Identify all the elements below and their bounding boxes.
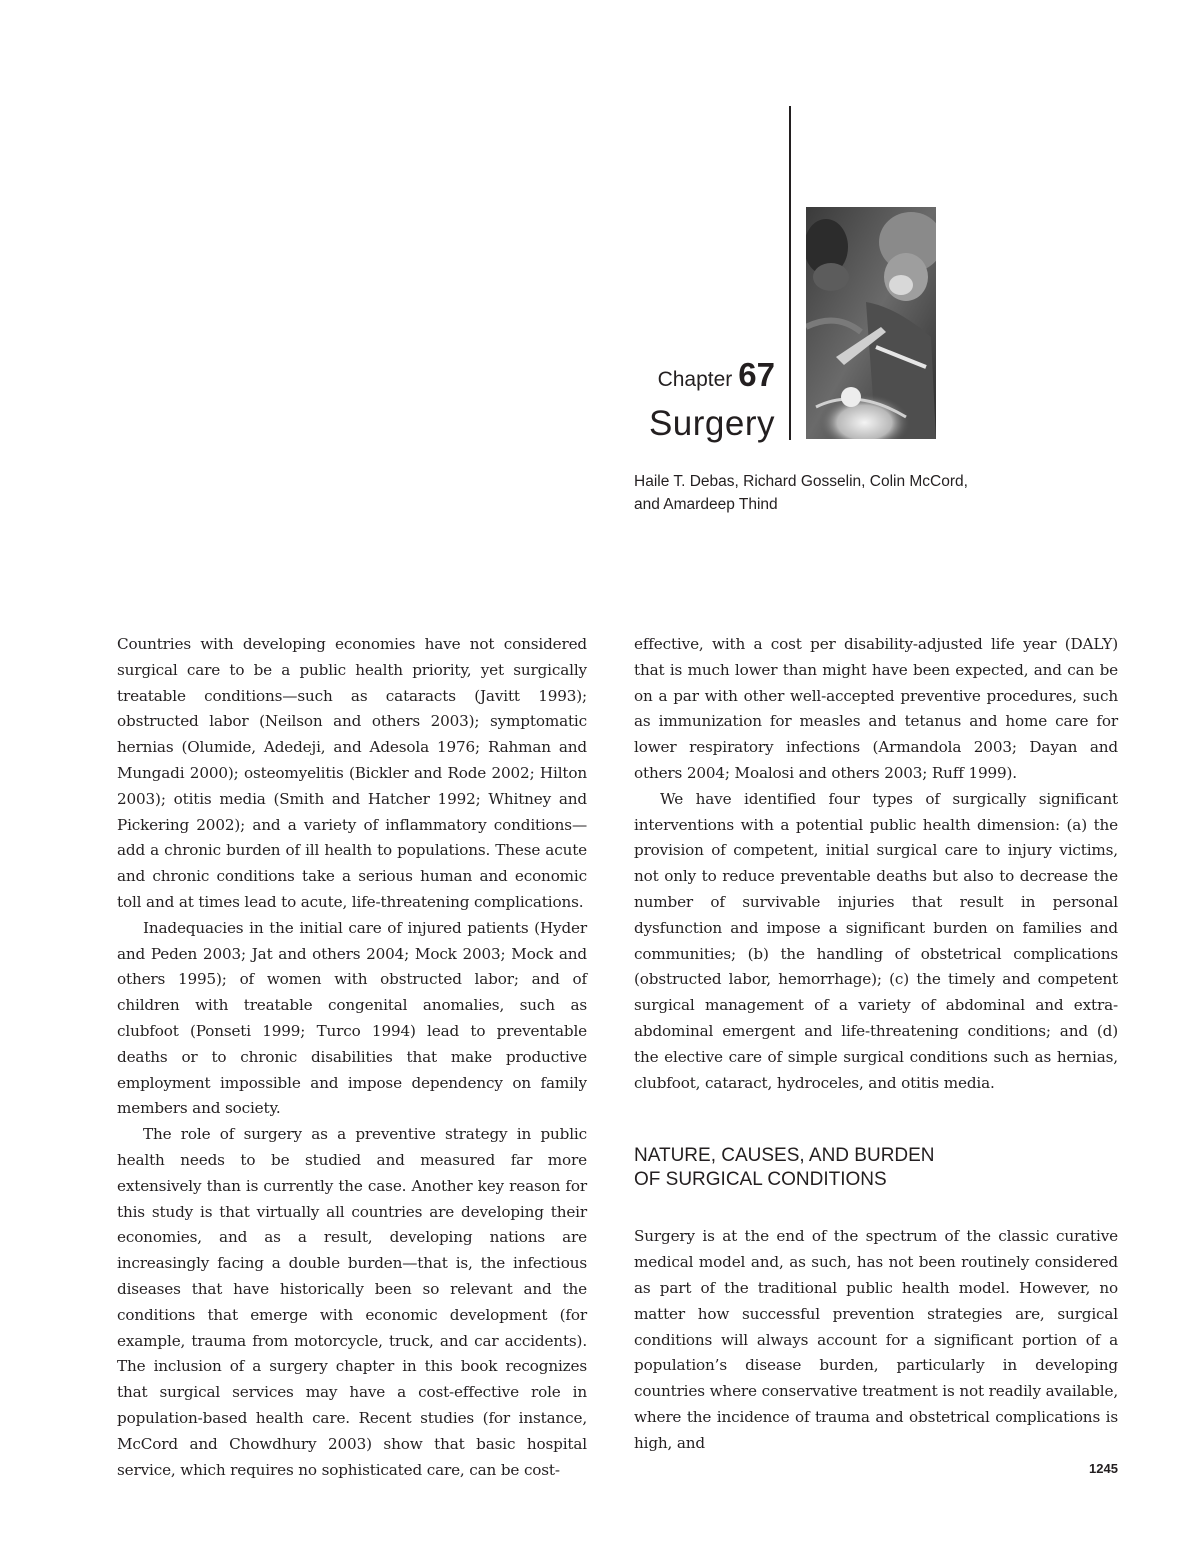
chapter-label <box>658 356 775 394</box>
chapter-number: 67 <box>738 356 775 393</box>
section-heading <box>634 1144 1118 1192</box>
left-column <box>117 632 587 1483</box>
authors-line: and Amardeep Thind <box>634 496 778 513</box>
section-heading-line: NATURE, CAUSES, AND BURDEN <box>634 1145 935 1167</box>
body-paragraph: Surgery is at the end of the spectrum of the classic curative medical model and, as such, has not been routinely considered as part of the traditional public health model. However, no matter how successful prevention strategies are, surgical conditions will always account for a significant portion of a population’s disease burden, particularly in developing countries where conservative treatment is not readily available, where the incidence of trauma and obstetrical complications is high, and <box>634 1227 1118 1452</box>
page-number: 1245 <box>1089 1461 1118 1476</box>
chapter-word: Chapter <box>657 368 733 391</box>
authors-line: Haile T. Debas, Richard Gosselin, Colin McCord, <box>634 473 968 490</box>
chapter-title: Surgery <box>648 404 775 443</box>
body-paragraph: We have identified four types of surgically significant interventions with a potential public health dimension: (a) the provision of competent, initial surgical care to injury victims, not only to reduce preventable deaths but also to decrease the number of survivable injuries that result in personal dysfunction and impose a significant burden on families and communities; (b) the handling of obstetrical complications (obstructed labor, hemorrhage); (c) the timely and competent surgical management of a variety of abdominal and extra-abdominal emergent and life-threatening conditions; and (d) the elective care of simple surgical conditions such as hernias, clubfoot, cataract, hydroceles, and otitis media. <box>634 789 1118 1092</box>
section-heading-line: OF SURGICAL CONDITIONS <box>634 1169 887 1191</box>
body-paragraph: Countries with developing economies have not considered surgical care to be a public health priority, yet surgically treatable conditions—such as cataracts (Javitt 1993); obstructed labor (Neilson and others 2003); symptomatic hernias (Olumide, Adedeji, and Adesola 1976; Rahman and Mungadi 2000); osteomyelitis (Bickler and Rode 2002; Hilton 2003); otitis media (Smith and Hatcher 1992; Whitney and Pickering 2002); and a variety of inflammatory conditions—add a chronic burden of ill health to populations. These acute and chronic conditions take a serious human and economic toll and at times lead to acute, life-threatening complications. <box>117 635 587 911</box>
body-paragraph: effective, with a cost per disability-adjusted life year (DALY) that is much lower than might have been expected, and can be on a par with other well-accepted preventive procedures, such as immunization for measles and tetanus and home care for lower respiratory infections (Armandola 2003; Dayan and others 2004; Moalosi and others 2003; Ruff 1999). <box>634 635 1118 782</box>
surgery-photo <box>806 207 936 439</box>
vertical-rule <box>789 106 791 440</box>
authors <box>634 470 1034 516</box>
right-column <box>634 632 1118 1457</box>
body-paragraph: The role of surgery as a preventive strategy in public health needs to be studied and measured far more extensively than is currently the case. Another key reason for this study is that virtually all countries are developing their economies, and as a result, developing nations are increasingly facing a double burden—that is, the infectious diseases that have historically been so relevant and the conditions that emerge with economic development (for example, trauma from motorcycle, truck, and car accidents). The inclusion of a surgery chapter in this book recognizes that surgical services may have a cost-effective role in population-based health care. Recent studies (for instance, McCord and Chowdhury 2003) show that basic hospital service, which requires no sophisticated care, can be cost- <box>117 1125 587 1479</box>
body-paragraph: Inadequacies in the initial care of injured patients (Hyder and Peden 2003; Jat and others 2004; Mock 2003; Mock and others 1995); of women with obstructed labor; and of children with treatable congenital anomalies, such as clubfoot (Ponseti 1999; Turco 1994) lead to preventable deaths or to chronic disabilities that make productive employment impossible and impose dependency on family members and society. <box>117 918 587 1118</box>
